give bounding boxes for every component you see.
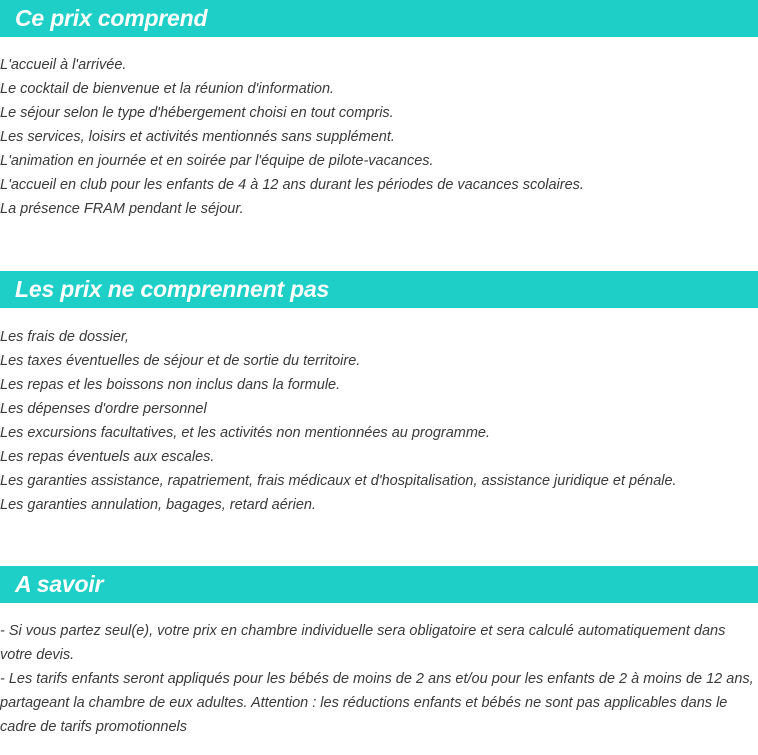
list-item: Les taxes éventuelles de séjour et de sortie du territoire. bbox=[0, 353, 361, 369]
section-title: Ce prix comprend bbox=[15, 5, 208, 31]
list-item: Les garanties assistance, rapatriement, frais médicaux et d'hospitalisation, assistance juridique et pénale. bbox=[0, 473, 677, 489]
section-title: A savoir bbox=[15, 571, 104, 597]
info-paragraph: - Les tarifs enfants seront appliqués pour les bébés de moins de 2 ans et/ou pour les enfants de 2 à moins de 12 ans, partageant la chambre de eux adultes. Attention : les réductions enfants et bébés ne sont pas applicables dans le cadre de tarifs promotionnels bbox=[0, 671, 754, 735]
info-paragraphs bbox=[0, 603, 758, 739]
list-item: Les excursions facultatives, et les activités non mentionnées au programme. bbox=[0, 425, 491, 441]
list-item: L'accueil à l'arrivée. bbox=[0, 57, 127, 73]
section-header-band bbox=[0, 566, 758, 603]
list-item: Les garanties annulation, bagages, retard aérien. bbox=[0, 497, 316, 513]
list-item: Les repas et les boissons non inclus dans la formule. bbox=[0, 377, 341, 393]
excluded-list bbox=[0, 308, 758, 517]
included-list bbox=[0, 37, 758, 221]
list-item: La présence FRAM pendant le séjour. bbox=[0, 201, 244, 217]
section-price-includes bbox=[0, 0, 758, 221]
list-item: Le séjour selon le type d'hébergement choisi en tout compris. bbox=[0, 105, 394, 121]
section-good-to-know bbox=[0, 566, 758, 739]
list-item: Les repas éventuels aux escales. bbox=[0, 449, 215, 465]
list-item: Les frais de dossier, bbox=[0, 329, 129, 345]
list-item: Le cocktail de bienvenue et la réunion d'information. bbox=[0, 81, 335, 97]
list-item: L'animation en journée et en soirée par l'équipe de pilote-vacances. bbox=[0, 153, 434, 169]
list-item: Les services, loisirs et activités mentionnés sans supplément. bbox=[0, 129, 395, 145]
section-title: Les prix ne comprennent pas bbox=[15, 276, 330, 302]
info-paragraph: - Si vous partez seul(e), votre prix en chambre individuelle sera obligatoire et sera calculé automatiquement dans votre devis. bbox=[0, 623, 726, 663]
section-header-band bbox=[0, 0, 758, 37]
section-header-band bbox=[0, 271, 758, 308]
list-item: Les dépenses d'ordre personnel bbox=[0, 401, 207, 417]
section-price-excludes bbox=[0, 271, 758, 517]
list-item: L'accueil en club pour les enfants de 4 à 12 ans durant les périodes de vacances scolaires. bbox=[0, 177, 584, 193]
